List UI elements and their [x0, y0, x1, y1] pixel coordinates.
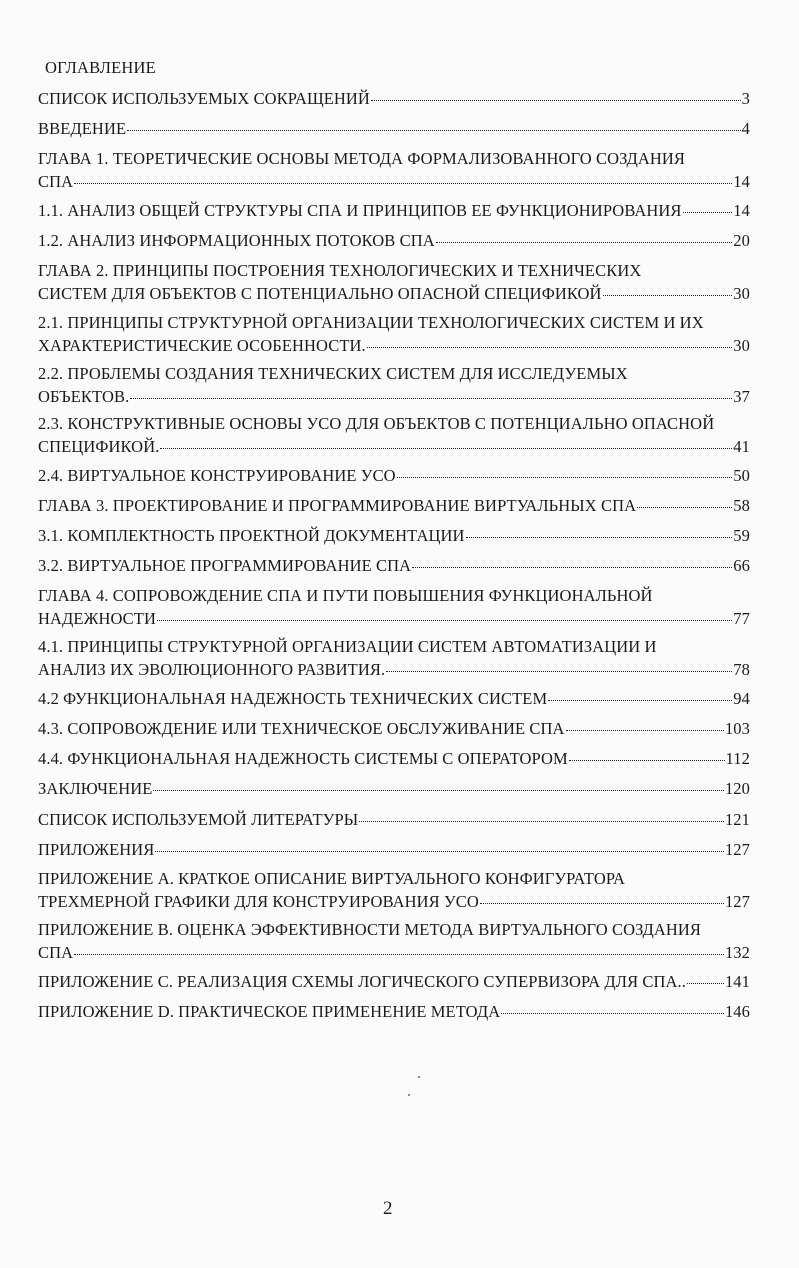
toc-entry-page: 41	[733, 437, 750, 456]
toc-entry-title: ГЛАВА 3. ПРОЕКТИРОВАНИЕ И ПРОГРАММИРОВАНИЕ ВИРТУАЛЬНЫХ СПА	[38, 496, 637, 515]
toc-entry-page: 77	[733, 609, 750, 628]
toc-entry-title: 1.2. АНАЛИЗ ИНФОРМАЦИОННЫХ ПОТОКОВ СПА	[38, 231, 435, 250]
dot-leader	[130, 398, 732, 399]
toc-entry-title-line1: ПРИЛОЖЕНИЕ В. ОЦЕНКА ЭФФЕКТИВНОСТИ МЕТОДА ВИРТУАЛЬНОГО СОЗДАНИЯ	[38, 920, 701, 939]
toc-entry	[38, 777, 750, 800]
toc-entry-title: 3.2. ВИРТУАЛЬНОЕ ПРОГРАММИРОВАНИЕ СПА	[38, 556, 412, 575]
toc-entry-title: 1.1. АНАЛИЗ ОБЩЕЙ СТРУКТУРЫ СПА И ПРИНЦИПОВ ЕЕ ФУНКЦИОНИРОВАНИЯ	[38, 201, 682, 220]
toc-entry-title: ХАРАКТЕРИСТИЧЕСКИЕ ОСОБЕННОСТИ.	[38, 336, 366, 355]
toc-entry-line	[38, 334, 750, 357]
toc-entry-line	[38, 524, 750, 547]
toc-entry-line	[38, 282, 750, 305]
dot-leader	[466, 537, 733, 538]
toc-entry-page: 120	[724, 779, 750, 798]
toc-entry-line	[38, 435, 750, 458]
toc-entry-page: 112	[725, 749, 750, 768]
toc-entry-page: 20	[733, 231, 750, 250]
toc-entry	[38, 362, 750, 408]
toc-entry-page: 78	[733, 660, 750, 679]
dot-leader	[548, 700, 732, 701]
toc-entry-line	[38, 385, 750, 408]
dot-leader	[480, 903, 724, 904]
toc-entry	[38, 838, 750, 861]
toc-entry	[38, 554, 750, 577]
dot-leader	[367, 347, 733, 348]
toc-entry-title: СПИСОК ИСПОЛЬЗУЕМОЙ ЛИТЕРАТУРЫ	[38, 810, 359, 829]
toc-entry-title-line1: ПРИЛОЖЕНИЕ А. КРАТКОЕ ОПИСАНИЕ ВИРТУАЛЬНОГО КОНФИГУРАТОРА	[38, 869, 626, 888]
toc-entry-line	[38, 117, 750, 140]
toc-entry-title: ПРИЛОЖЕНИЯ	[38, 840, 155, 859]
dot-leader	[371, 100, 741, 101]
toc-entry-line	[38, 494, 750, 517]
toc-entry-title: ПРИЛОЖЕНИЕ D. ПРАКТИЧЕСКОЕ ПРИМЕНЕНИЕ МЕТОДА	[38, 1002, 501, 1021]
toc-entry	[38, 494, 750, 517]
toc-entry-line	[38, 658, 750, 681]
toc-entry-page: 94	[733, 689, 750, 708]
dot-leader	[157, 620, 732, 621]
toc-entry-title-line1: ГЛАВА 1. ТЕОРЕТИЧЕСКИЕ ОСНОВЫ МЕТОДА ФОРМАЛИЗОВАННОГО СОЗДАНИЯ	[38, 149, 686, 168]
dot-leader	[74, 183, 732, 184]
toc-entry-line	[38, 1000, 750, 1023]
dot-leader	[155, 851, 724, 852]
toc-entry-title: ЗАКЛЮЧЕНИЕ	[38, 779, 153, 798]
toc-entry-page: 141	[724, 972, 750, 991]
toc-entry	[38, 1000, 750, 1023]
toc-entry-title: ПРИЛОЖЕНИЕ С. РЕАЛИЗАЦИЯ СХЕМЫ ЛОГИЧЕСКОГО СУПЕРВИЗОРА ДЛЯ СПА..	[38, 972, 686, 991]
toc-entry-line	[38, 717, 750, 740]
toc-entry	[38, 918, 750, 964]
dot-leader	[683, 212, 733, 213]
toc-entry	[38, 87, 750, 110]
toc-entry	[38, 808, 750, 831]
dot-leader	[603, 295, 733, 296]
toc-entry-line	[38, 229, 750, 252]
dot-leader	[436, 242, 733, 243]
toc-entry	[38, 584, 750, 630]
toc-entry	[38, 635, 750, 681]
dot-leader	[397, 477, 733, 478]
toc-entry-line	[38, 687, 750, 710]
dot-leader	[637, 507, 732, 508]
toc-entry-title-line1: 2.3. КОНСТРУКТИВНЫЕ ОСНОВЫ УСО ДЛЯ ОБЪЕКТОВ С ПОТЕНЦИАЛЬНО ОПАСНОЙ	[38, 414, 715, 433]
toc-entry-title-line1: 2.1. ПРИНЦИПЫ СТРУКТУРНОЙ ОРГАНИЗАЦИИ ТЕХНОЛОГИЧЕСКИХ СИСТЕМ И ИХ	[38, 313, 704, 332]
toc-entry-title-line1: ГЛАВА 4. СОПРОВОЖДЕНИЕ СПА И ПУТИ ПОВЫШЕНИЯ ФУНКЦИОНАЛЬНОЙ	[38, 586, 653, 605]
toc-entry-title-line1: ГЛАВА 2. ПРИНЦИПЫ ПОСТРОЕНИЯ ТЕХНОЛОГИЧЕСКИХ И ТЕХНИЧЕСКИХ	[38, 261, 642, 280]
toc-entry-title: СПА	[38, 943, 74, 962]
toc-entry	[38, 311, 750, 357]
toc-entry-page: 30	[733, 284, 750, 303]
toc-entry-line	[38, 747, 750, 770]
dot-leader	[569, 760, 725, 761]
toc-entry	[38, 717, 750, 740]
toc-entry-page: 58	[733, 496, 750, 515]
toc-entry-title: 4.4. ФУНКЦИОНАЛЬНАЯ НАДЕЖНОСТЬ СИСТЕМЫ С ОПЕРАТОРОМ	[38, 749, 568, 768]
toc-entry	[38, 524, 750, 547]
toc-entry-title: 3.1. КОМПЛЕКТНОСТЬ ПРОЕКТНОЙ ДОКУМЕНТАЦИИ	[38, 526, 465, 545]
toc-entry-title: ТРЕХМЕРНОЙ ГРАФИКИ ДЛЯ КОНСТРУИРОВАНИЯ УСО	[38, 892, 479, 911]
toc-entry-title: 4.3. СОПРОВОЖДЕНИЕ ИЛИ ТЕХНИЧЕСКОЕ ОБСЛУЖИВАНИЕ СПА	[38, 719, 565, 738]
dot-leader	[412, 567, 732, 568]
toc-entry	[38, 147, 750, 193]
toc-entry-page: 127	[724, 892, 750, 911]
toc-entry-page: 14	[733, 172, 750, 191]
toc-entry	[38, 464, 750, 487]
scan-speck	[418, 1076, 420, 1078]
toc-entry-page: 4	[741, 119, 750, 138]
dot-leader	[566, 730, 724, 731]
scan-speck	[408, 1094, 410, 1096]
dot-leader	[501, 1013, 724, 1014]
toc-entry	[38, 970, 750, 993]
toc-entry-title: СПИСОК ИСПОЛЬЗУЕМЫХ СОКРАЩЕНИЙ	[38, 89, 370, 108]
dot-leader	[153, 790, 724, 791]
toc-entry	[38, 747, 750, 770]
toc-entry-line	[38, 808, 750, 831]
dot-leader	[127, 130, 741, 131]
toc-entry-line	[38, 777, 750, 800]
toc-entry-page: 3	[741, 89, 750, 108]
toc-entry-page: 103	[724, 719, 750, 738]
toc-entry-title: 4.2 ФУНКЦИОНАЛЬНАЯ НАДЕЖНОСТЬ ТЕХНИЧЕСКИХ СИСТЕМ	[38, 689, 548, 708]
toc-entry	[38, 412, 750, 458]
toc-entry-page: 127	[724, 840, 750, 859]
toc-entry-line	[38, 941, 750, 964]
dot-leader	[359, 821, 724, 822]
toc-entry-title: СПА	[38, 172, 74, 191]
toc-entry-line	[38, 554, 750, 577]
toc-entry-page: 50	[733, 466, 750, 485]
toc-entry-title: СИСТЕМ ДЛЯ ОБЪЕКТОВ С ПОТЕНЦИАЛЬНО ОПАСНОЙ СПЕЦИФИКОЙ	[38, 284, 602, 303]
toc-entry-line	[38, 607, 750, 630]
toc-entry	[38, 687, 750, 710]
dot-leader	[687, 983, 724, 984]
toc-entry-page: 121	[724, 810, 750, 829]
toc-entry	[38, 867, 750, 913]
toc-entry-line	[38, 87, 750, 110]
toc-entry-line	[38, 199, 750, 222]
toc-entry-title: АНАЛИЗ ИХ ЭВОЛЮЦИОННОГО РАЗВИТИЯ.	[38, 660, 386, 679]
dot-leader	[386, 671, 732, 672]
toc-entry-title: 2.4. ВИРТУАЛЬНОЕ КОНСТРУИРОВАНИЕ УСО	[38, 466, 396, 485]
toc-entry-line	[38, 970, 750, 993]
toc-entry	[38, 259, 750, 305]
toc-entry-title: СПЕЦИФИКОЙ.	[38, 437, 160, 456]
dot-leader	[160, 448, 732, 449]
toc-entry	[38, 117, 750, 140]
toc-entry-title: ВВЕДЕНИЕ	[38, 119, 127, 138]
toc-entry-title: ОБЪЕКТОВ.	[38, 387, 130, 406]
toc-entry-title: НАДЕЖНОСТИ	[38, 609, 156, 628]
toc-entry-line	[38, 464, 750, 487]
toc-entry-line	[38, 170, 750, 193]
toc-entry-page: 66	[733, 556, 750, 575]
toc-entry-line	[38, 890, 750, 913]
page-number: 2	[383, 1198, 393, 1219]
toc-entry-page: 14	[733, 201, 750, 220]
toc-entry	[38, 229, 750, 252]
toc-entry-page: 132	[724, 943, 750, 962]
toc-entry-page: 146	[724, 1002, 750, 1021]
toc-entry-line	[38, 838, 750, 861]
toc-entry-title-line1: 4.1. ПРИНЦИПЫ СТРУКТУРНОЙ ОРГАНИЗАЦИИ СИСТЕМ АВТОМАТИЗАЦИИ И	[38, 637, 657, 656]
toc-entry-title-line1: 2.2. ПРОБЛЕМЫ СОЗДАНИЯ ТЕХНИЧЕСКИХ СИСТЕМ ДЛЯ ИССЛЕДУЕМЫХ	[38, 364, 628, 383]
dot-leader	[74, 954, 724, 955]
toc-entry-page: 37	[733, 387, 750, 406]
toc-heading: ОГЛАВЛЕНИЕ	[45, 58, 156, 77]
toc-entry-page: 30	[733, 336, 750, 355]
toc-entry	[38, 199, 750, 222]
toc-entry-page: 59	[733, 526, 750, 545]
